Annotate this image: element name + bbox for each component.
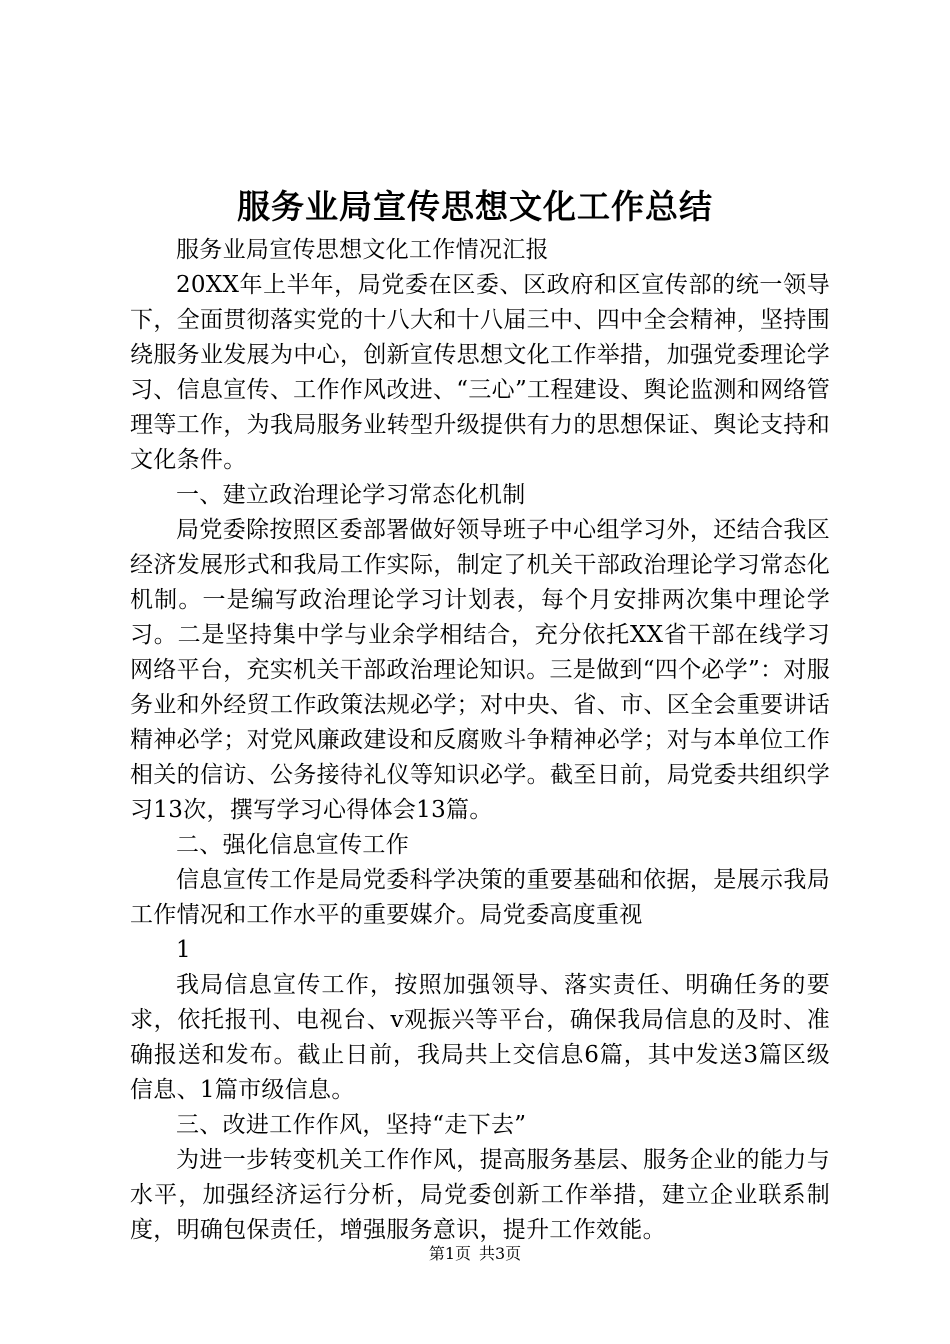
section-heading-3: 三、改进工作作风，坚持“走下去” [176, 1112, 527, 1138]
paragraph-section-1: 局党委除按照区委部署做好领导班子中心组学习外，还结合我区经济发展形式和我局工作实际，制定了机关干部政治理论学习常态化机制。一是编写政治理论学习计划表，每个月安排两次集中理论学习。二是坚持集中学与业余学相结合，充分依托XX省干部在线学习网络平台，充实机关干部政治理论知识。三是做到“四个必学”：对服务业和外经贸工作政策法规必学；对中央、省、市、区全会重要讲话精神必学；对党风廉政建设和反腐败斗争精神必学；对与本单位工作相关的信访、公务接待礼仪等知识必学。截至日前，局党委共组织学习13次，撰写学习心得体会13篇。 [130, 517, 830, 823]
footer-total-label: 共3页 [479, 1244, 522, 1263]
paragraph-section-2b: 我局信息宣传工作，按照加强领导、落实责任、明确任务的要求，依托报刊、电视台、v观振兴等平台，确保我局信息的及时、准确报送和发布。截止日前，我局共上交信息6篇，其中发送3篇区级信息、1篇市级信息。 [130, 972, 830, 1103]
paragraph-subtitle: 服务业局宣传思想文化工作情况汇报 [176, 237, 549, 263]
section-heading-2: 二、强化信息宣传工作 [176, 832, 409, 858]
paragraph-section-3: 为进一步转变机关工作作风，提高服务基层、服务企业的能力与水平，加强经济运行分析，局党委创新工作举措，建立企业联系制度，明确包保责任，增强服务意识，提升工作效能。 [130, 1147, 830, 1243]
section-heading-1: 一、建立政治理论学习常态化机制 [176, 482, 526, 508]
paragraph-section-2a: 信息宣传工作是局党委科学决策的重要基础和依据，是展示我局工作情况和工作水平的重要媒介。局党委高度重视 [130, 867, 830, 928]
document-title: 服务业局宣传思想文化工作总结 [237, 187, 713, 226]
footer-page-label: 第1页 [428, 1244, 471, 1263]
document-body [130, 233, 830, 1248]
paragraph-intro: 20XX年上半年，局党委在区委、区政府和区宣传部的统一领导下，全面贯彻落实党的十八大和十八届三中、四中全会精神，坚持围绕服务业发展为中心，创新宣传思想文化工作举措，加强党委理论学习、信息宣传、工作作风改进、“三心”工程建设、舆论监测和网络管理等工作，为我局服务业转型升级提供有力的思想保证、舆论支持和文化条件。 [130, 272, 830, 473]
inline-page-number: 1 [176, 937, 191, 963]
page-footer [0, 1243, 950, 1265]
